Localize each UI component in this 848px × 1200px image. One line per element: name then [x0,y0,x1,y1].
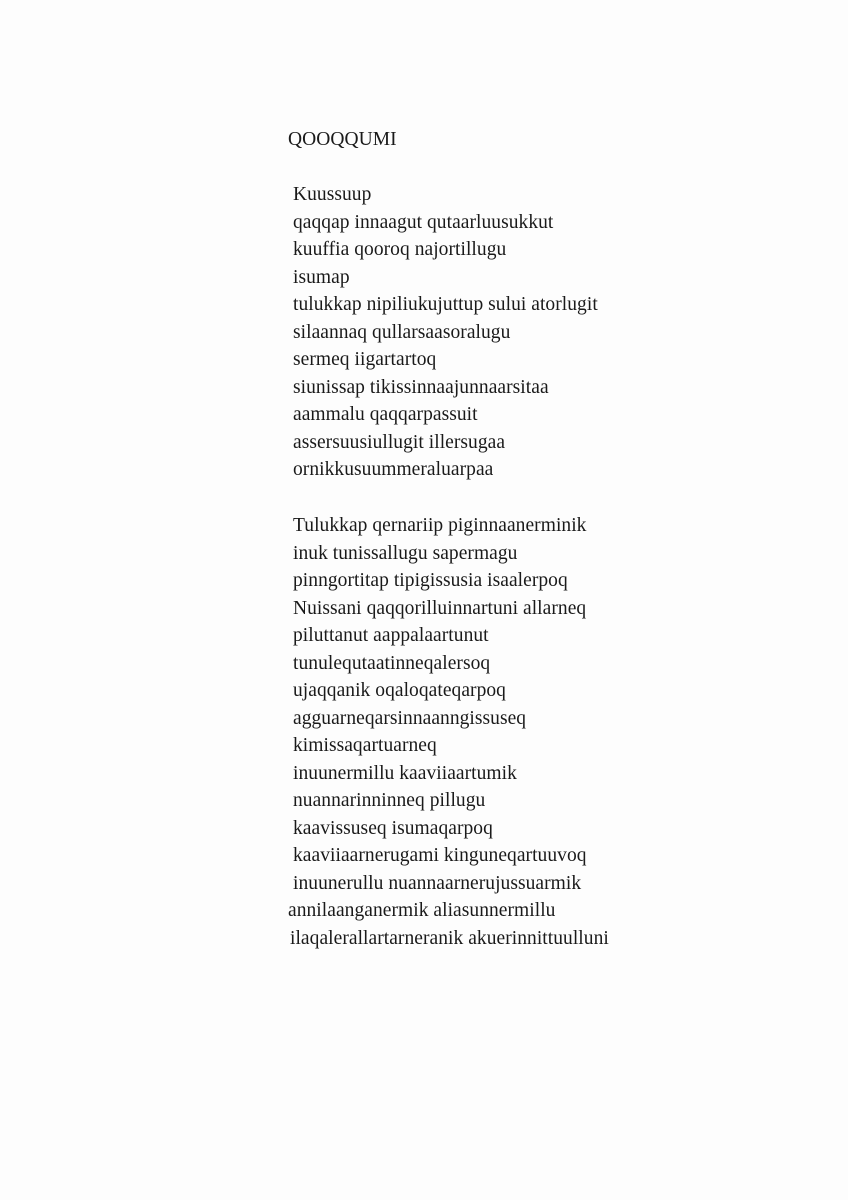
poem-line: kaaviiaarnerugami kinguneqartuuvoq [293,845,587,866]
poem-line: isumap [293,266,350,288]
poem-line: aammalu qaqqarpassuit [293,404,478,425]
poem-line: pinngortitap tipigissusia isaalerpoq [293,570,568,591]
poem-line: kimissaqartuarneq [293,735,437,756]
stanza-1 [293,181,598,484]
poem-line: inuunermillu kaaviiaartumik [293,762,517,784]
poem-line: sermeq iigartartoq [293,349,437,370]
poem-line: silaannaq qullarsaasoralugu [293,321,511,343]
poem-title: QOOQQUMI [288,129,397,150]
poem-line: Nuissani qaqqorilluinnartuni allarneq [293,597,587,619]
poem-line: ujaqqanik oqaloqateqarpoq [293,680,506,701]
poem-line: inuunerullu nuannaarnerujussuarmik [293,872,582,894]
poem-line: assersuusiullugit illersugaa [293,431,506,453]
poem-line: kaavissuseq isumaqarpoq [293,817,493,839]
poem-line: ilaqalerallartarneranik akuerinnittuulluni [290,927,609,949]
poem-line: nuannarinninneq pillugu [293,790,486,811]
poem-line: piluttanut aappalaartunut [293,625,489,646]
poem-line: annilaanganermik aliasunnermillu [288,900,556,921]
poem-line: tunulequtaatinneqalersoq [293,652,491,674]
poem-line: kuuffia qooroq najortillugu [293,239,507,260]
poem-line: tulukkap nipiliukujuttup sului atorlugit [293,294,598,315]
poem-line: inuk tunissallugu sapermagu [293,542,518,564]
poem-line: agguarneqarsinnaanngissuseq [293,707,527,729]
poem-line: qaqqap innaagut qutaarluusukkut [293,211,554,233]
poem-line: siunissap tikissinnaajunnaarsitaa [293,376,549,398]
stanza-2 [288,512,609,952]
poem-line: Kuussuup [293,184,372,205]
poem-line: Tulukkap qernariip piginnaanerminik [293,515,587,536]
poem-line: ornikkusuummeraluarpaa [293,459,494,480]
